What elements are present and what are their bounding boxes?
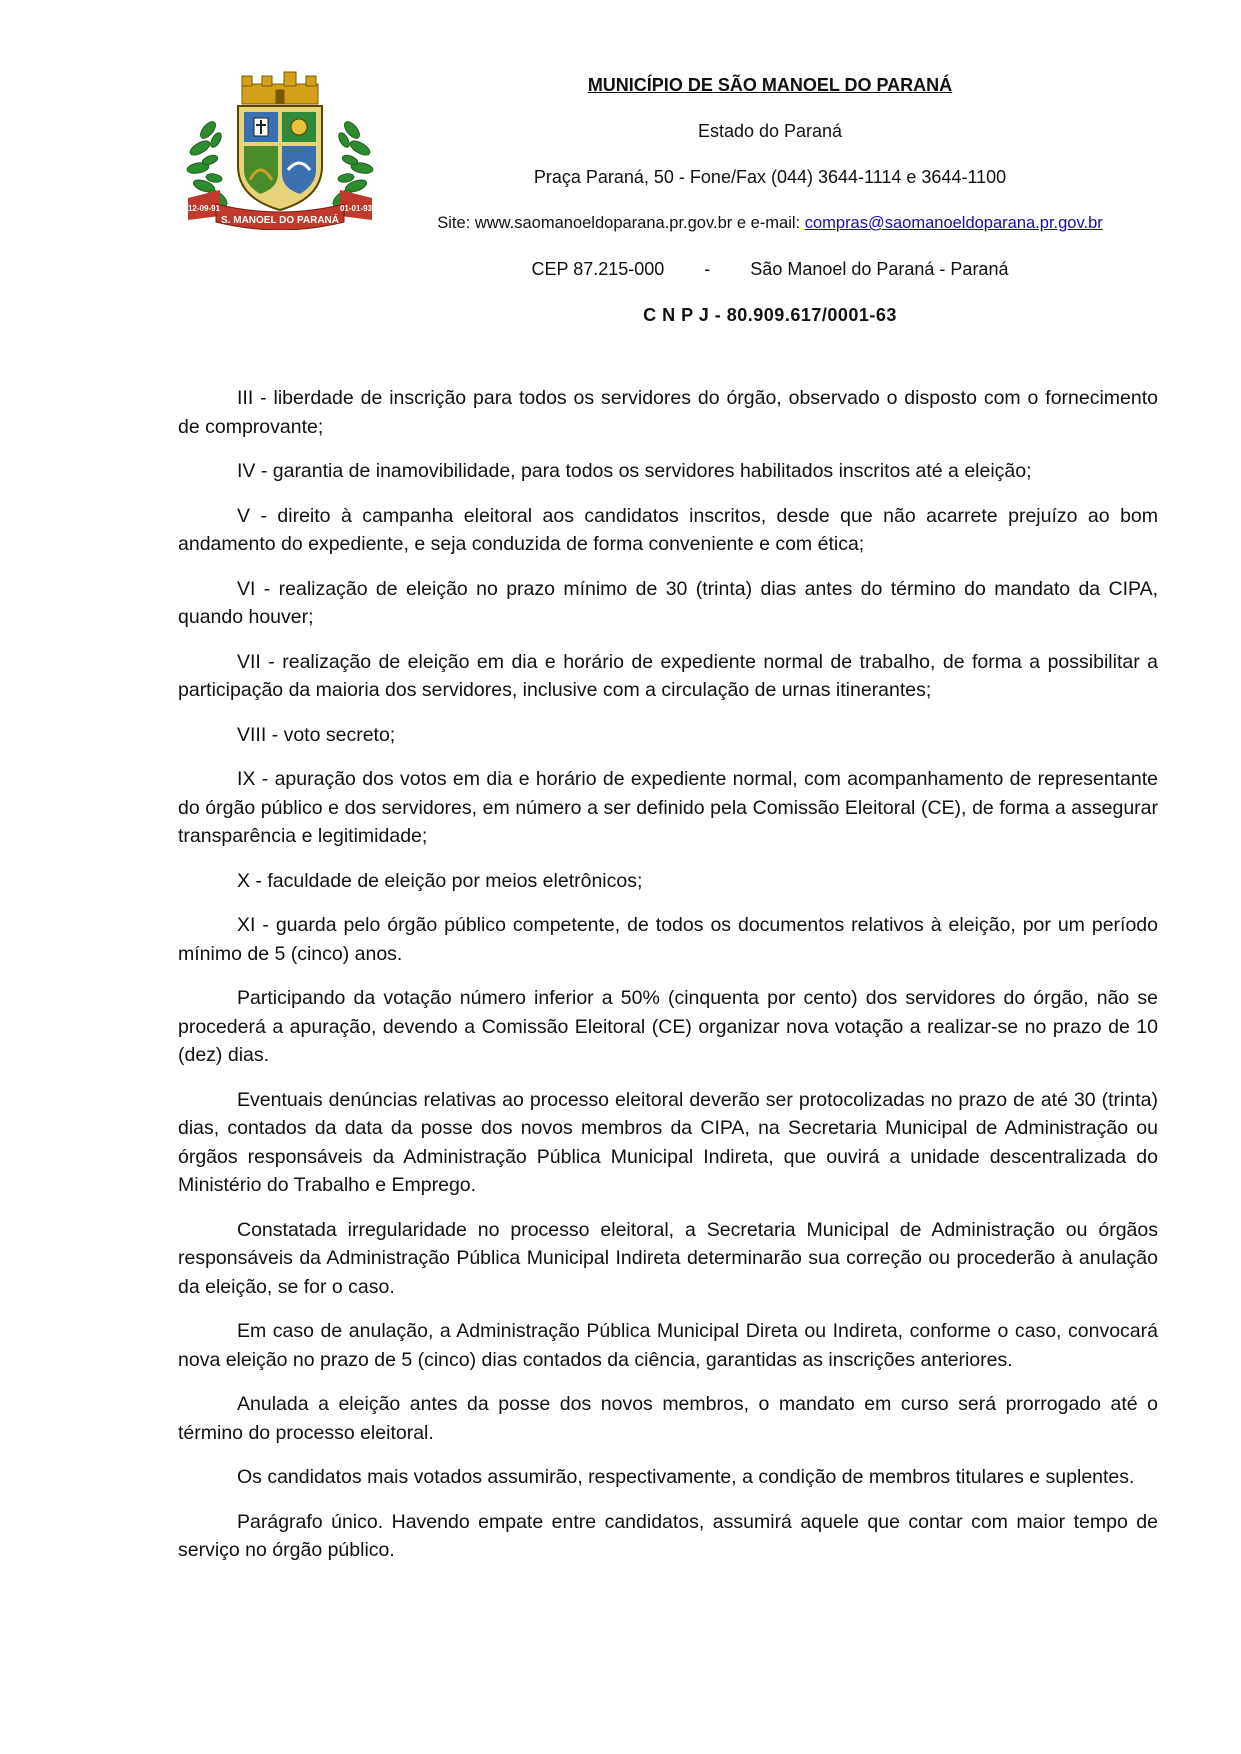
coat-of-arms-logo [180, 70, 380, 230]
paragraph: XI - guarda pelo órgão público competente, de todos os documentos relativos à eleição, por um período mínimo de 5 (cinco) anos. [178, 914, 1158, 965]
paragraph: X - faculdade de eleição por meios eletrônicos; [237, 869, 643, 892]
cep-separator: - [704, 259, 711, 279]
svg-text:S. MANOEL DO PARANÁ: S. MANOEL DO PARANÁ [221, 215, 339, 226]
paragraph: Os candidatos mais votados assumirão, respectivamente, a condição de membros titulares e suplentes. [237, 1466, 1135, 1488]
state-line: Estado do Paraná [697, 121, 843, 141]
paragraph: IV - garantia de inamovibilidade, para todos os servidores habilitados inscritos até a eleição; [237, 460, 1032, 482]
paragraph: Eventuais denúncias relativas ao processo eleitoral deverão ser protocolizadas no prazo de até 30 (trinta) dias, contados da data da posse dos novos membros da CIPA, na Secretaria Municipal de Administração ou órgãos responsáveis da Administração Pública Municipal Indireta, que ouvirá a unidade descentralizada do Ministério do Trabalho e Emprego. [178, 1088, 1158, 1196]
paragraph: III - liberdade de inscrição para todos os servidores do órgão, observado o disposto com o fornecimento de comprovante; [178, 387, 1158, 438]
paragraph: VIII - voto secreto; [237, 723, 396, 746]
paragraph: VII - realização de eleição em dia e horário de expediente normal de trabalho, de forma a possibilitar a participação da maioria dos servidores, inclusive com a circulação de urnas itinerantes; [178, 650, 1158, 701]
address-line: Praça Paraná, 50 - Fone/Fax (044) 3644-1114 e 3644-1100 [533, 167, 1007, 187]
site-email-line [400, 210, 1140, 256]
document-body [178, 384, 1158, 1581]
paragraph: Anulada a eleição antes da posse dos novos membros, o mandato em curso será prorrogado até o término do processo eleitoral. [178, 1393, 1158, 1444]
cep-line [400, 256, 1140, 302]
paragraph: Em caso de anulação, a Administração Pública Municipal Direta ou Indireta, conforme o caso, convocará nova eleição no prazo de 5 (cinco) dias contados da ciência, garantidas as inscrições anteriores. [178, 1320, 1158, 1371]
paragraph: Parágrafo único. Havendo empate entre candidatos, assumirá aquele que contar com maior tempo de serviço no órgão público. [178, 1510, 1158, 1561]
email-link[interactable]: compras@saomanoeldoparana.pr.gov.br [804, 214, 1103, 232]
cep-text: CEP 87.215-000 [531, 259, 665, 279]
letterhead [400, 72, 1140, 348]
paragraph: IX - apuração dos votos em dia e horário de expediente normal, com acompanhamento de representante do órgão público e dos servidores, em número a ser definido pela Comissão Eleitoral (CE), de forma a assegurar transparência e legitimidade; [178, 768, 1158, 847]
cnpj-line: C N P J - 80.909.617/0001-63 [643, 305, 897, 325]
svg-text:01-01-93: 01-01-93 [339, 204, 373, 213]
svg-text:12-09-91: 12-09-91 [187, 204, 221, 213]
paragraph: Participando da votação número inferior a 50% (cinquenta por cento) dos servidores do órgão, não se procederá a apuração, devendo a Comissão Eleitoral (CE) organizar nova votação a realizar-se no prazo de 10 (dez) dias. [178, 987, 1158, 1066]
paragraph: VI - realização de eleição no prazo mínimo de 30 (trinta) dias antes do término do mandato da CIPA, quando houver; [178, 577, 1158, 628]
city-text: São Manoel do Paraná - Paraná [750, 259, 1009, 279]
municipality-title: MUNICÍPIO DE SÃO MANOEL DO PARANÁ [587, 75, 953, 95]
paragraph: V - direito à campanha eleitoral aos candidatos inscritos, desde que não acarrete prejuízo ao bom andamento do expediente, e seja conduzida de forma conveniente e com ética; [178, 504, 1158, 555]
paragraph: Constatada irregularidade no processo eleitoral, a Secretaria Municipal de Administração ou órgãos responsáveis da Administração Pública Municipal Indireta determinarão sua correção ou procederão à anulação da eleição, se for o caso. [178, 1218, 1158, 1298]
site-text: Site: www.saomanoeldoparana.pr.gov.br e e-mail: [437, 214, 805, 232]
